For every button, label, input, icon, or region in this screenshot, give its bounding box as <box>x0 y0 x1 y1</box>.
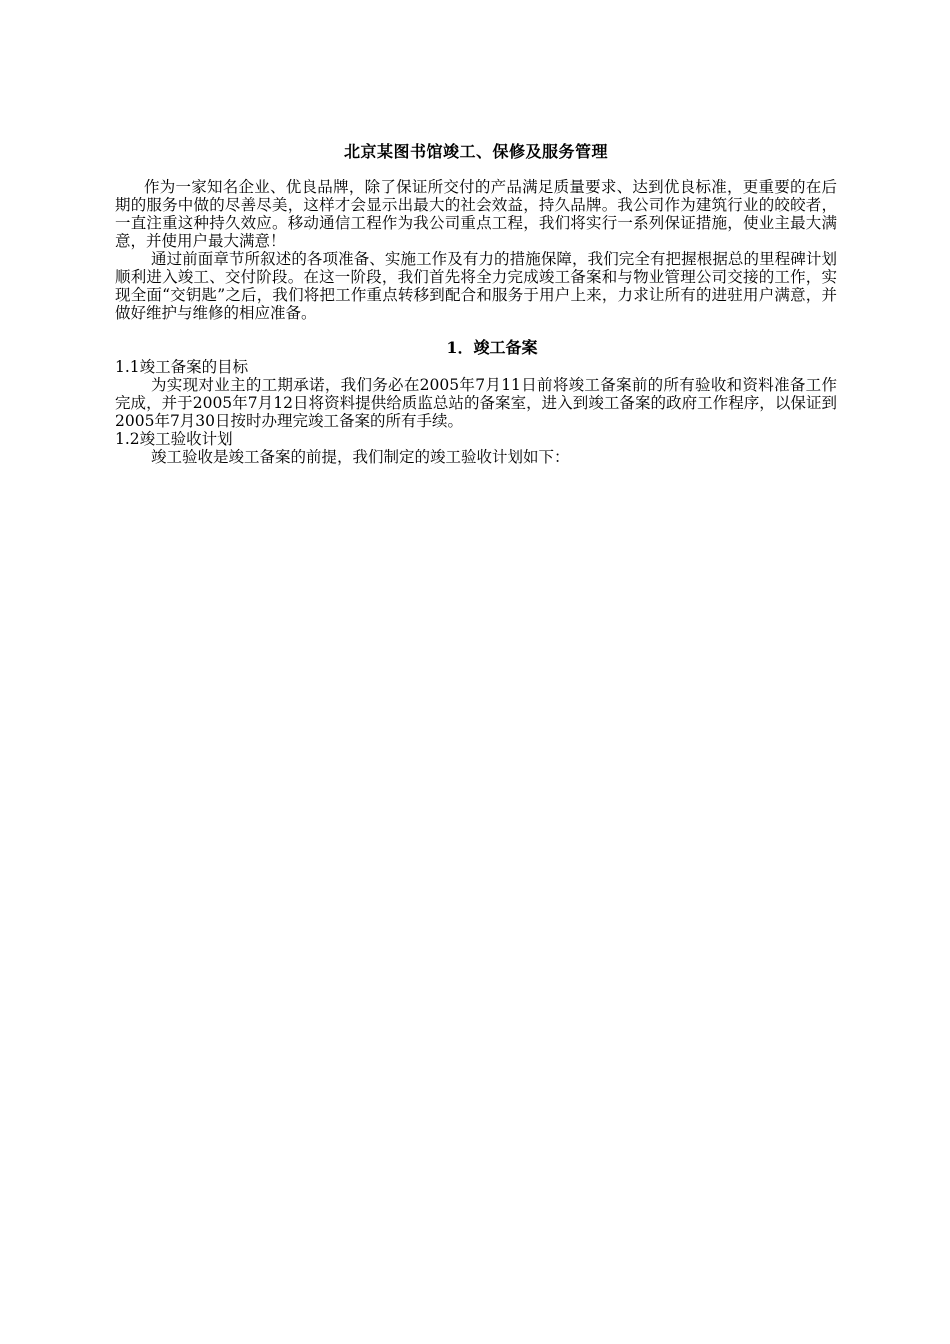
subsection-1-2-text: 竣工验收是竣工备案的前提，我们制定的竣工验收计划如下： <box>151 448 570 466</box>
intro-paragraph-2: 通过前面章节所叙述的各项准备、实施工作及有力的措施保障，我们完全有把握根据总的里程碑计划顺利进入竣工、交付阶段。在这一阶段，我们首先将全力完成竣工备案和与物业管理公司交接的工作，实现全面“交钥匙”之后，我们将把工作重点转移到配合和服务于用户上来，力求让所有的进驻用户满意，并做好维护与维修的相应准备。 <box>115 250 837 322</box>
subsection-1-2-title: 1.2竣工验收计划 <box>115 430 233 448</box>
section-1-title: 1．竣工备案 <box>446 338 538 357</box>
subsection-1-1-text: 为实现对业主的工期承诺，我们务必在2005年7月11日前将竣工备案前的所有验收和资料准备工作完成，并于2005年7月12日将资料提供给质监总站的备案室，进入到竣工备案的政府工作程序，以保证到2005年7月30日按时办理完竣工备案的所有手续。 <box>115 376 837 430</box>
intro-paragraph-1: 作为一家知名企业、优良品牌，除了保证所交付的产品满足质量要求、达到优良标准，更重要的在后期的服务中做的尽善尽美，这样才会显示出最大的社会效益，持久品牌。我公司作为建筑行业的皎皎者，一直注重这种持久效应。移动通信工程作为我公司重点工程，我们将实行一系列保证措施，使业主最大满意，并使用户最大满意！ <box>115 178 837 250</box>
document-title: 北京某图书馆竣工、保修及服务管理 <box>343 142 608 161</box>
document-page <box>115 140 837 466</box>
subsection-1-1-title: 1.1竣工备案的目标 <box>115 358 249 376</box>
